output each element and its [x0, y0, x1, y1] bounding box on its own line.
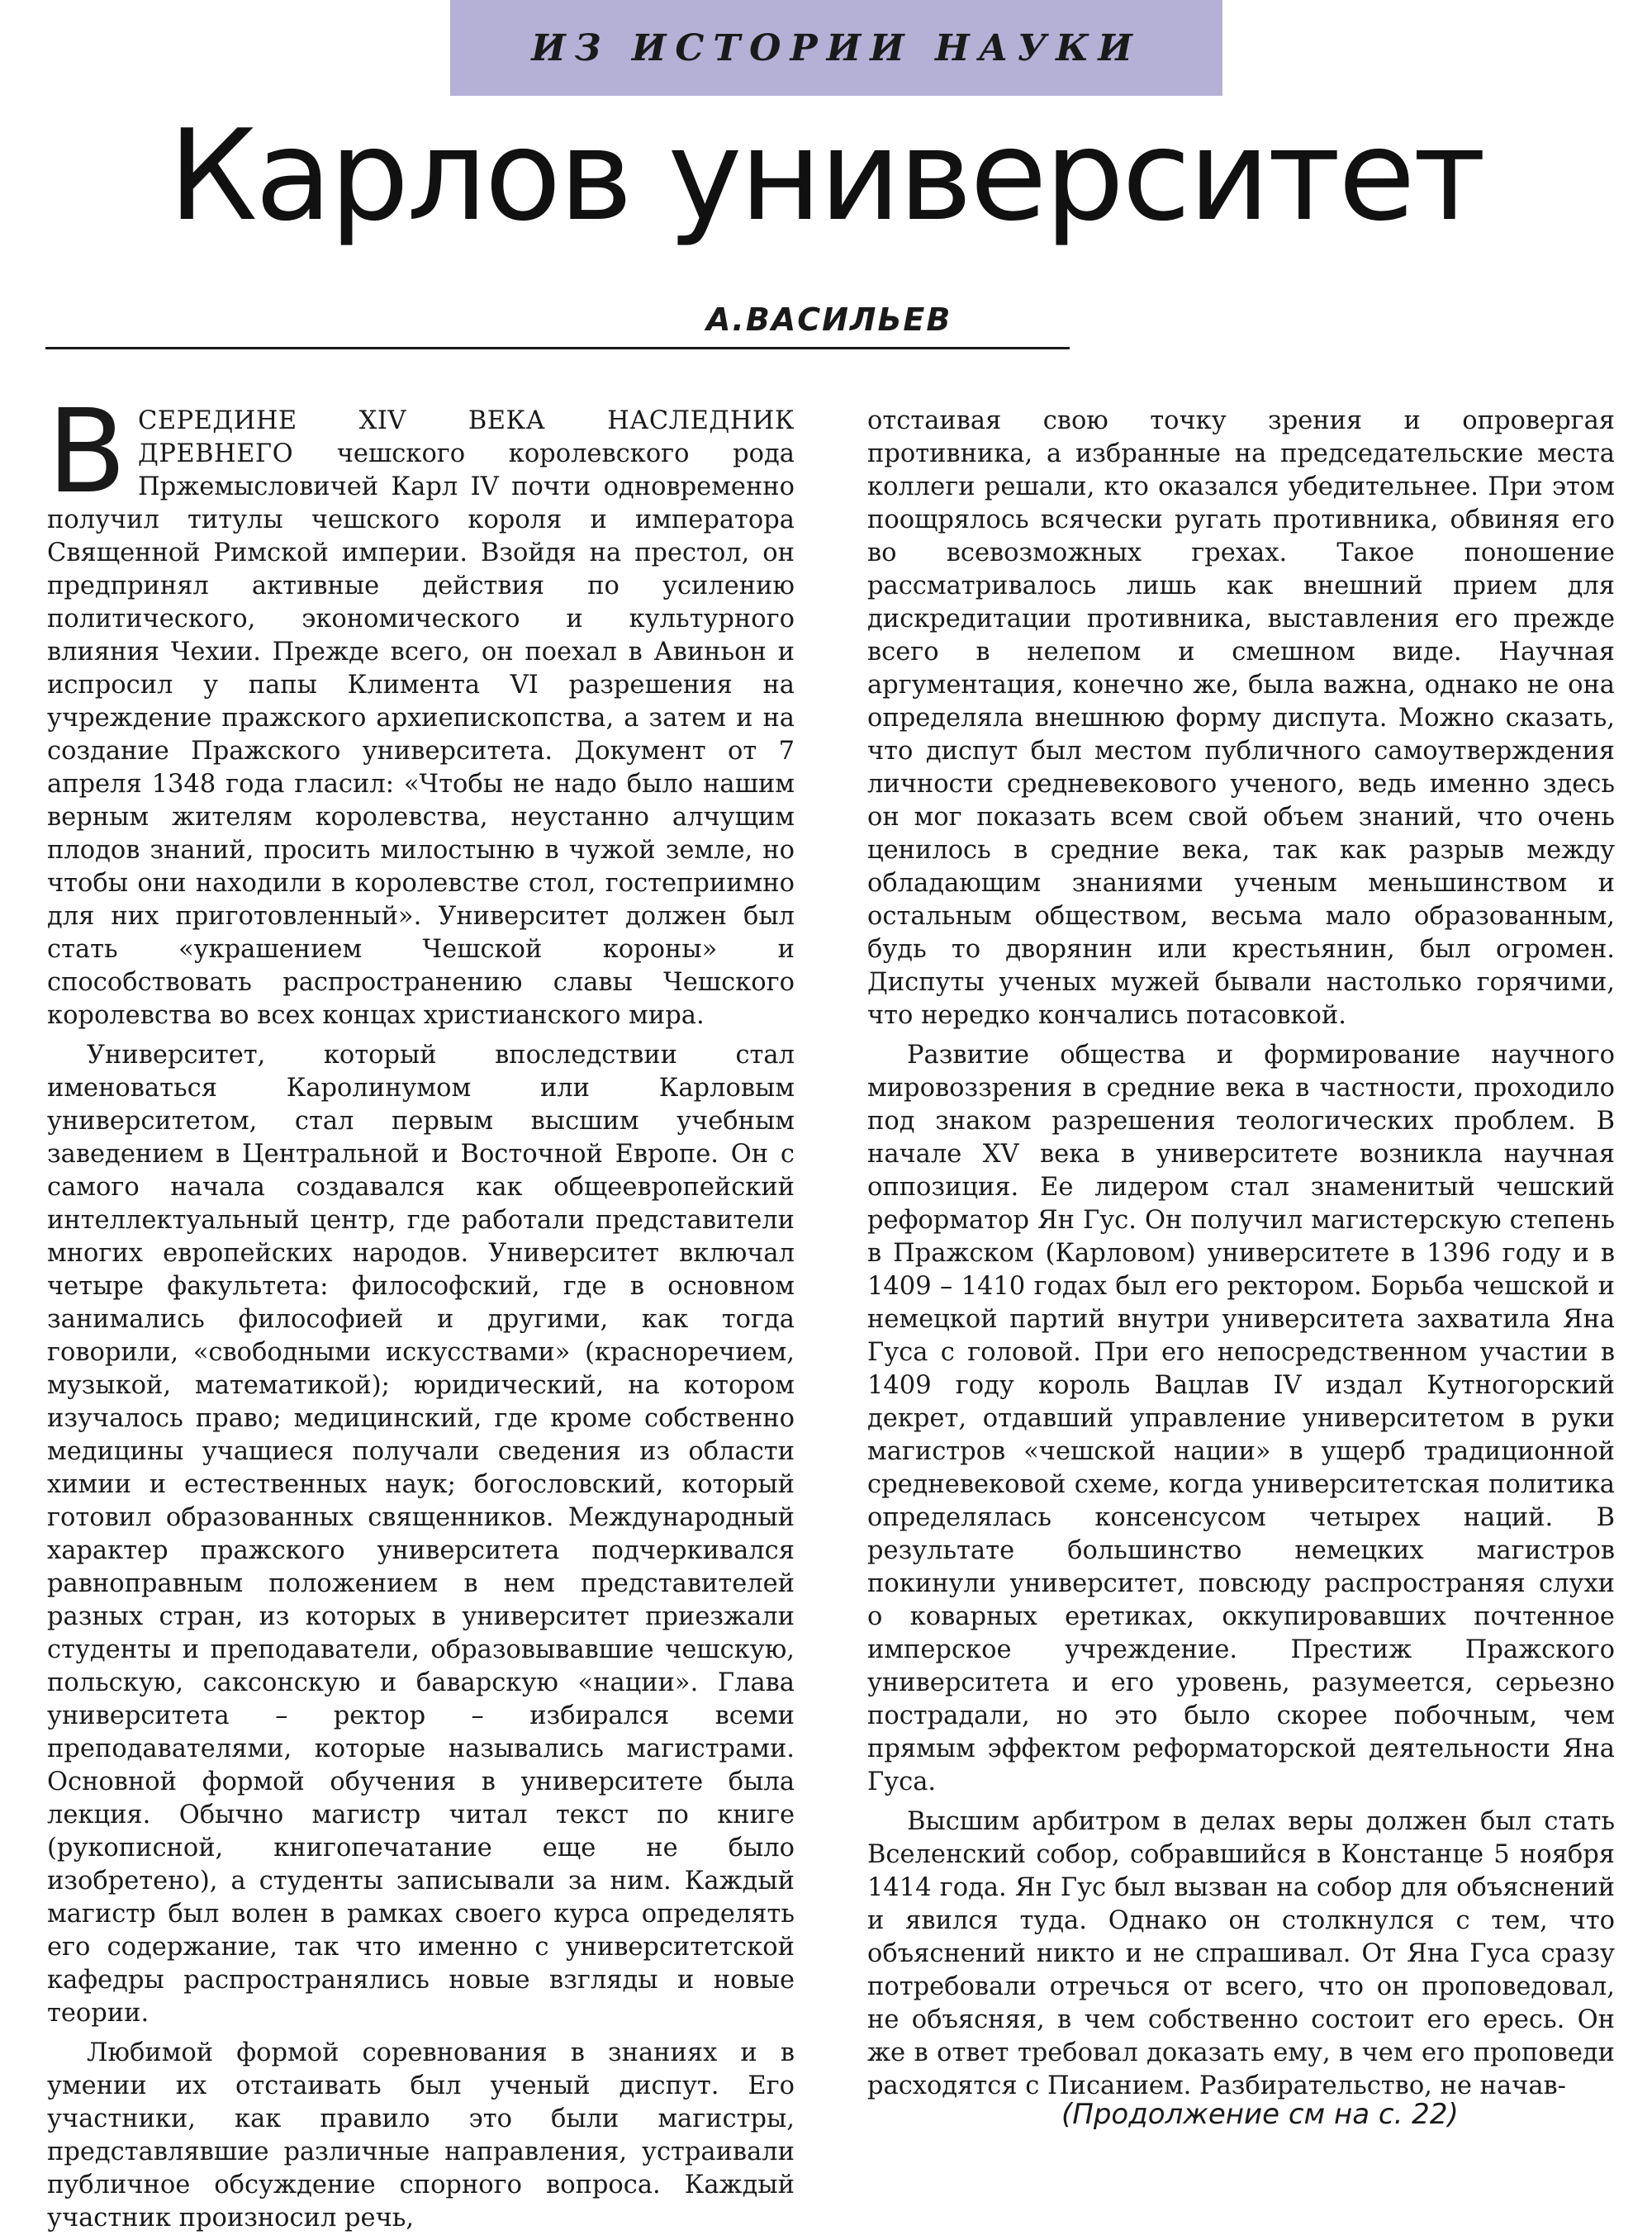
- drop-cap: В: [47, 385, 127, 520]
- article-paragraph-3-continued: отстаивая свою точку зрения и опровергая противника, а избранные на председательские места коллеги решали, кто оказался убедительнее. При этом поощрялось всячески ругать противника, обвиняя его во всевозможных грехах. Такое поношение рассматривалось лишь как внешний прием для дискредитации противника, выставления его прежде всего в нелепом и смешном виде. Научная аргументация, конечно же, была важна, однако не она определяла внешнюю форму диспута. Можно сказать, что диспут был местом публичного самоутверждения личности средневекового ученого, ведь именно здесь он мог показать всем свой объем знаний, что очень ценилось в средние века, так как разрыв между обладающим знаниями ученым меньшинством и остальным обществом, весьма мало образованным, будь то дворянин или крестьянин, был огромен. Диспуты ученых мужей бывали настолько горячими, что нередко кончались потасовкой.: [867, 406, 1615, 1030]
- article-paragraph-2: Университет, который впоследствии стал именоваться Каролинумом или Карловым университетом, стал первым высшим учебным заведением в Центральной и Восточной Европе. Он с самого начала создавался как общеевропейский интеллектуальный центр, где работали представители многих европейских народов. Университет включал четыре факультета: философский, где в основном занимались философией и другими, как тогда говорили, «свободными искусствами» (красноречием, музыкой, математикой); юридический, на котором изучалось право; медицинский, где кроме собственно медицины учащиеся получали сведения из области химии и естественных наук; богословский, который готовил образованных священников. Международный характер пражского университета подчеркивался равноправным положением в нем представителей разных стран, из которых в университет приезжали студенты и преподаватели, образовывавшие чешскую, польскую, саксонскую и баварскую «нации». Глава университета – ректор – избирался всеми преподавателями, которые назывались магистрами. Основной формой обучения в университете была лекция. Обычно магистр читал текст по книге (рукописной, книгопечатание еще не было изобретено), а студенты записывали за ним. Каждый магистр был волен в рамках своего курса определять его содержание, так что именно с университетской кафедры распространялись новые взгляды и новые теории.: [47, 1041, 795, 2028]
- article-title: Карлов университет: [168, 102, 1484, 249]
- article-author: А.ВАСИЛЬЕВ: [706, 301, 952, 338]
- paragraph-1-text: чешского королевского рода Пржемысловичей Карл IV почти одновременно получил титулы чешского короля и императора Священной Римской империи. Взойдя на престол, он предпринял активные действия по усилению политического, экономического и культурного влияния Чехии. Прежде всего, он поехал в Авиньон и испросил у папы Климента VI разрешения на учреждение пражского архиепископства, а затем и на создание Пражского университета. Документ от 7 апреля 1348 года гласил: «Чтобы не надо было нашим верным жителям королевства, неустанно алчущим плодов знаний, просить милостыню в чужой земле, но чтобы они находили в королевстве стол, гостеприимно для них приготовленный». Университет должен был стать «украшением Чешской короны» и способствовать распространению славы Чешского королевства во всех концах христианского мира.: [47, 439, 795, 1030]
- rubric-label: ИЗ ИСТОРИИ НАУКИ: [531, 26, 1142, 69]
- article-column-right: [867, 405, 1615, 2103]
- article-paragraph-3: Любимой формой соревнования в знаниях и в умении их отстаивать был ученый диспут. Его участники, как правило это были магистры, представлявшие различные направления, устраивали публичное обсуждение спорного вопроса. Каждый участник произносил речь,: [47, 2038, 795, 2233]
- article-paragraph-4: Развитие общества и формирование научного мировоззрения в средние века в частности, проходило под знаком разрешения теологических проблем. В начале XV века в университете возникла научная оппозиция. Ее лидером стал знаменитый чешский реформатор Ян Гус. Он получил магистерскую степень в Пражском (Карловом) университете в 1396 году и в 1409 – 1410 годах был его ректором. Борьба чешской и немецкой партий внутри университета захватила Яна Гуса с головой. При его непосредственном участии в 1409 году король Вацлав IV издал Кутногорский декрет, отдавший управление университетом в руки магистров «чешской нации» в ущерб традиционной средневековой схеме, когда университетская политика определялась консенсусом четырех наций. В результате большинство немецких магистров покинули университет, повсюду распространяя слухи о коварных еретиках, оккупировавших почтенное имперское учреждение. Престиж Пражского университета и его уровень, разумеется, серьезно пострадали, но это было скорее побочным, чем прямым эффектом реформаторской деятельности Яна Гуса.: [867, 1041, 1615, 1796]
- rubric-band: [450, 0, 1222, 96]
- continued-note[interactable]: (Продолжение см на с. 22): [1061, 2098, 1459, 2131]
- article-paragraph-5: Высшим арбитром в делах веры должен был стать Вселенский собор, собравшийся в Констанце 5 ноября 1414 года. Ян Гус был вызван на собор для объяснений и явился туда. Однако он столкнулся с тем, что объяснений никто и не спрашивал. От Яна Гуса сразу потребовали отречься от всего, что он проповедовал, не объясняя, в чем собственно состоит его ересь. Он же в ответ требовал доказать ему, в чем его проповеди расходятся с Писанием. Разбирательство, не начав-: [867, 1807, 1615, 2100]
- article-paragraph-1: [47, 385, 795, 1032]
- header-rule: [45, 347, 1070, 349]
- lead-in: СЕРЕДИНЕ XIV ВЕКА НАСЛЕДНИК ДРЕВНЕГО: [138, 406, 795, 468]
- article-column-left: [47, 385, 795, 2235]
